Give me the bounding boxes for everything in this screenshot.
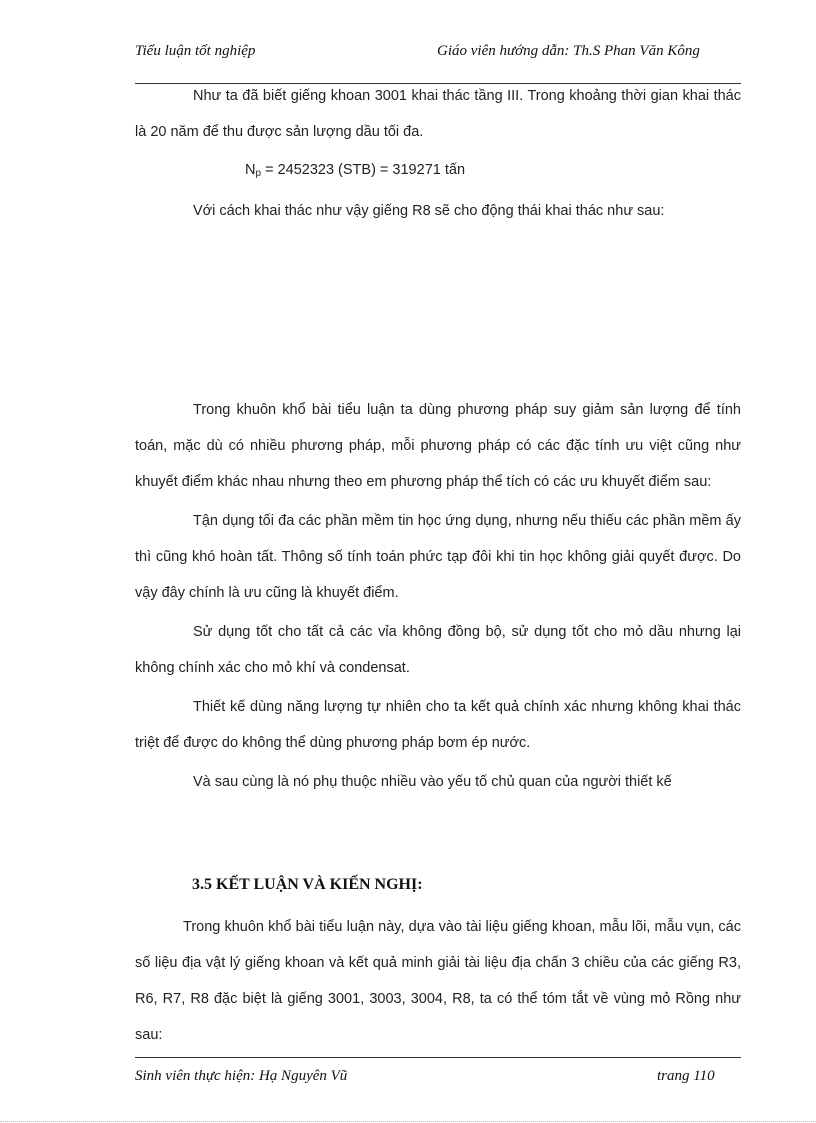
header-title: Tiểu luận tốt nghiệp [135,43,256,59]
production-formula [245,156,465,188]
paragraph-software: Tận dụng tối đa các phần mềm tin học ứng dụng, nhưng nếu thiếu các phần mềm ấy thì cũng khó hoàn tất. Thông số tính toán phức tạp đôi khi tin học không giải quyết được. Do vậy đây chính là ưu cũng là khuyết điểm. [135,513,741,601]
method-discussion-block [135,392,741,800]
paragraph-subjective: Và sau cùng là nó phụ thuộc nhiều vào yếu tố chủ quan của người thiết kế [193,774,672,790]
paragraph-r8-behavior: Với cách khai thác như vậy giếng R8 sẽ cho động thái khai thác như sau: [193,203,665,219]
header-advisor: Giáo viên hướng dẫn: Th.S Phan Văn Kông [437,43,700,59]
production-intro-block [135,193,741,229]
intro-block [135,78,741,150]
page-number: trang 110 [657,1068,715,1084]
section-heading: 3.5 KẾT LUẬN VÀ KIẾN NGHỊ: [192,876,423,893]
footer-divider [135,1057,741,1058]
paragraph-well-3001: Như ta đã biết giếng khoan 3001 khai thác tầng III. Trong khoảng thời gian khai thác là 20 năm để thu được sản lượng dầu tối đa. [135,88,741,140]
formula-subscript: p [255,168,262,179]
paragraph-conclusion: Trong khuôn khổ bài tiểu luận này, dựa vào tài liệu giếng khoan, mẫu lõi, mẫu vụn, các số liệu địa vật lý giếng khoan và kết quả minh giải tài liệu địa chấn 3 chiều của các giếng R3, R6, R7, R8 đặc biệt là giếng 3001, 3003, 3004, R8, ta có thể tóm tắt về vùng mỏ Rồng như sau: [135,919,741,1043]
formula-symbol: N [245,162,256,178]
page-edge [0,1121,816,1122]
paragraph-reservoirs: Sử dụng tốt cho tất cả các vỉa không đồng bộ, sử dụng tốt cho mỏ dầu nhưng lại không chính xác cho mỏ khí và condensat. [135,624,741,676]
footer-author: Sinh viên thực hiện: Hạ Nguyên Vũ [135,1068,348,1084]
conclusion-block [135,909,741,1053]
paragraph-method: Trong khuôn khổ bài tiểu luận ta dùng phương pháp suy giảm sản lượng để tính toán, mặc dù có nhiều phương pháp, mỗi phương pháp có các đặc tính ưu việt cũng như khuyết điểm khác nhau nhưng theo em phương pháp thể tích có các ưu khuyết điểm sau: [135,402,741,490]
paragraph-natural-energy: Thiết kế dùng năng lượng tự nhiên cho ta kết quả chính xác nhưng không khai thác triệt để được do không thể dùng phương pháp bơm ép nước. [135,699,741,751]
formula-value: = 2452323 (STB) = 319271 tấn [261,162,466,178]
